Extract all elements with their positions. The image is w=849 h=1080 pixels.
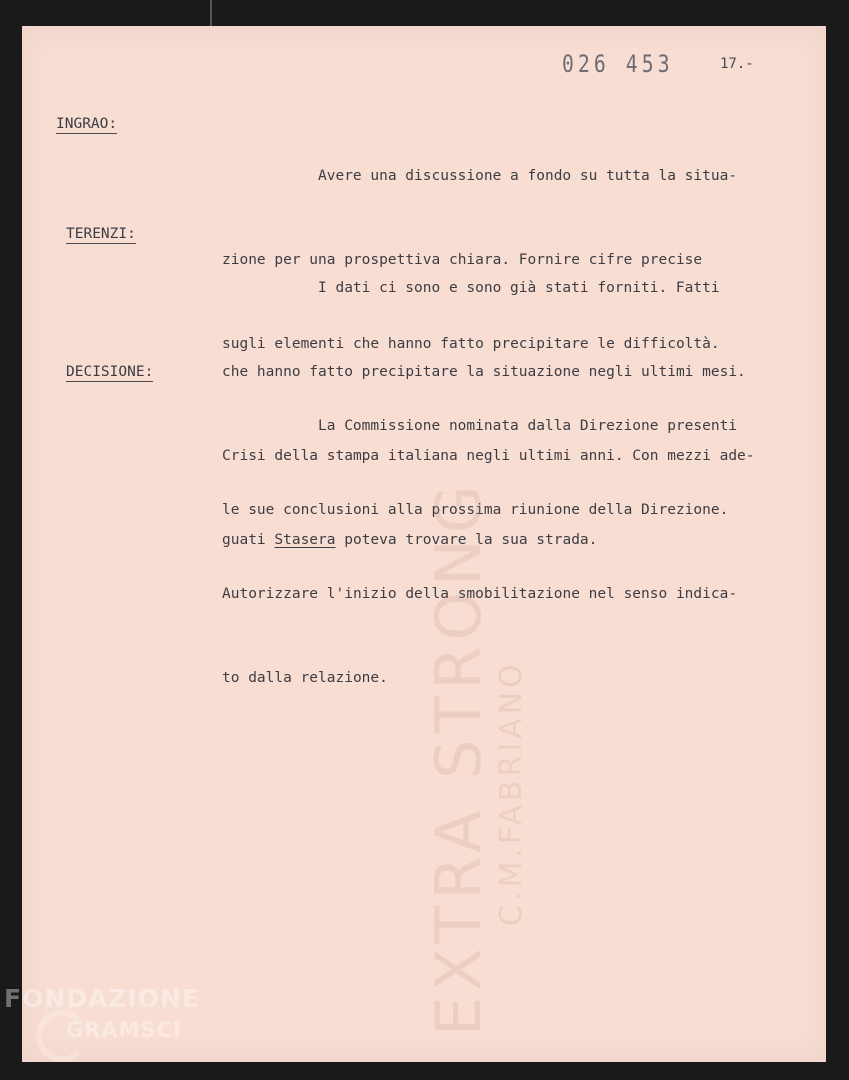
text-line: to dalla relazione. [222, 670, 388, 686]
watermark-sub-text: C.M.FABRIANO [494, 660, 529, 926]
text-fragment: poteva trovare la sua strada. [344, 532, 598, 548]
newspaper-title-underlined: Stasera [274, 532, 336, 548]
watermark-main-text: EXTRA STRONG [422, 479, 495, 1036]
logo-line-1: FONDAZIONE [4, 984, 201, 1013]
text-line: Crisi della stampa italiana negli ultimi anni. Con mezzi ade- [222, 448, 755, 464]
statement-decisione [222, 356, 737, 748]
text-line: che hanno fatto precipitare la situazione negli ultimi mesi. [222, 364, 746, 380]
text-line: I dati ci sono e sono già stati forniti. Fatti [318, 280, 720, 296]
binder-edge [210, 0, 212, 26]
text-line: le sue conclusioni alla prossima riunione della Direzione. [222, 502, 729, 518]
archive-stamp-number: 026 453 [562, 50, 674, 78]
text-line: zione per una prospettiva chiara. Fornire cifre precise [222, 252, 703, 268]
fondazione-gramsci-logo [4, 984, 214, 1074]
text-line: La Commissione nominata dalla Direzione presenti [318, 418, 738, 434]
folio-number: 17.- [720, 56, 754, 72]
speaker-label-ingrao: INGRAO: [56, 116, 118, 132]
text-line: Avere una discussione a fondo su tutta la situa- [318, 168, 738, 184]
text-fragment: guati [222, 532, 266, 548]
speaker-label-decisione: DECISIONE: [66, 364, 154, 380]
speaker-label-terenzi: TERENZI: [66, 226, 136, 242]
text-line: Autorizzare l'inizio della smobilitazione nel senso indica- [222, 586, 738, 602]
document-page [22, 26, 826, 1062]
logo-line-2: GRAMSCI [66, 1018, 182, 1042]
text-line: sugli elementi che hanno fatto precipitare le difficoltà. [222, 336, 720, 352]
